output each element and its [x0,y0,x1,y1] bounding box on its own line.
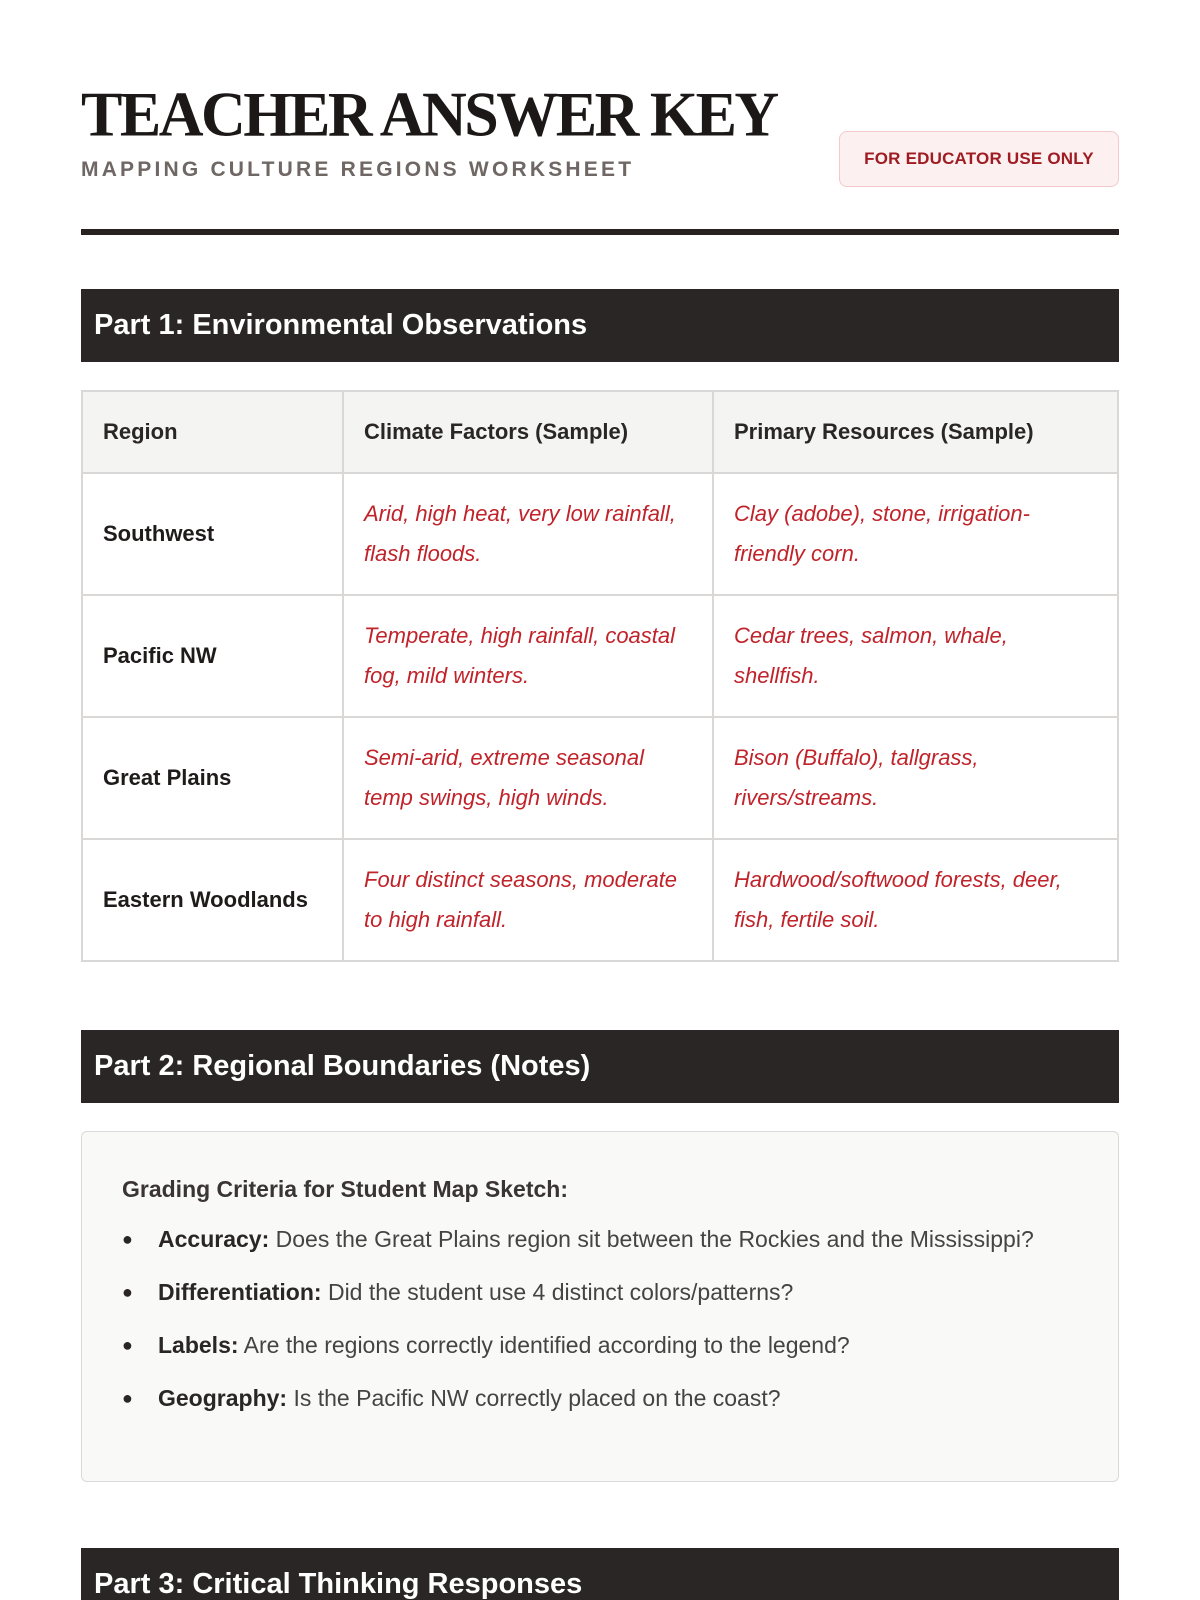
region-cell: Great Plains [82,717,343,839]
educator-only-badge: FOR EDUCATOR USE ONLY [839,131,1119,187]
criterion-text: Did the student use 4 distinct colors/patterns? [327,1279,794,1305]
resources-cell: Hardwood/softwood forests, deer, fish, fertile soil. [713,839,1118,961]
criterion-label: Labels: [158,1332,239,1358]
climate-cell: Four distinct seasons, moderate to high rainfall. [343,839,713,961]
climate-cell: Temperate, high rainfall, coastal fog, mild winters. [343,595,713,717]
column-header-resources: Primary Resources (Sample) [713,391,1118,473]
part2-heading: Part 2: Regional Boundaries (Notes) [81,1030,1119,1103]
criterion-text: Is the Pacific NW correctly placed on the coast? [293,1385,781,1411]
criterion-item [122,1272,1078,1312]
table-row [82,595,1118,717]
part1-heading: Part 1: Environmental Observations [81,289,1119,362]
resources-cell: Cedar trees, salmon, whale, shellfish. [713,595,1118,717]
climate-cell: Semi-arid, extreme seasonal temp swings, high winds. [343,717,713,839]
environmental-observations-table [81,390,1119,962]
grading-criteria-title: Grading Criteria for Student Map Sketch: [122,1176,568,1202]
table-row [82,839,1118,961]
table-row [82,473,1118,595]
resources-cell: Clay (adobe), stone, irrigation-friendly corn. [713,473,1118,595]
grading-criteria-box [81,1131,1119,1482]
criterion-label: Geography: [158,1385,288,1411]
page-title: TEACHER ANSWER KEY [81,80,777,150]
column-header-region: Region [82,391,343,473]
bullet-icon: ● [122,1388,133,1408]
table-row [82,717,1118,839]
bullet-icon: ● [122,1282,133,1302]
criterion-item [122,1325,1078,1365]
region-cell: Eastern Woodlands [82,839,343,961]
table-header-row [82,391,1118,473]
column-header-climate: Climate Factors (Sample) [343,391,713,473]
criterion-label: Accuracy: [158,1226,270,1252]
criterion-item [122,1378,1078,1418]
climate-cell: Arid, high heat, very low rainfall, flash floods. [343,473,713,595]
region-cell: Pacific NW [82,595,343,717]
criterion-text: Does the Great Plains region sit between the Rockies and the Mississippi? [275,1226,1034,1252]
resources-cell: Bison (Buffalo), tallgrass, rivers/streams. [713,717,1118,839]
region-cell: Southwest [82,473,343,595]
bullet-icon: ● [122,1335,133,1355]
criterion-text: Are the regions correctly identified according to the legend? [243,1332,850,1358]
part3-heading: Part 3: Critical Thinking Responses [81,1548,1119,1600]
bullet-icon: ● [122,1229,133,1249]
document-header [81,0,1119,235]
page-subtitle: MAPPING CULTURE REGIONS WORKSHEET [81,158,635,181]
criterion-label: Differentiation: [158,1279,322,1305]
criterion-item [122,1219,1078,1259]
